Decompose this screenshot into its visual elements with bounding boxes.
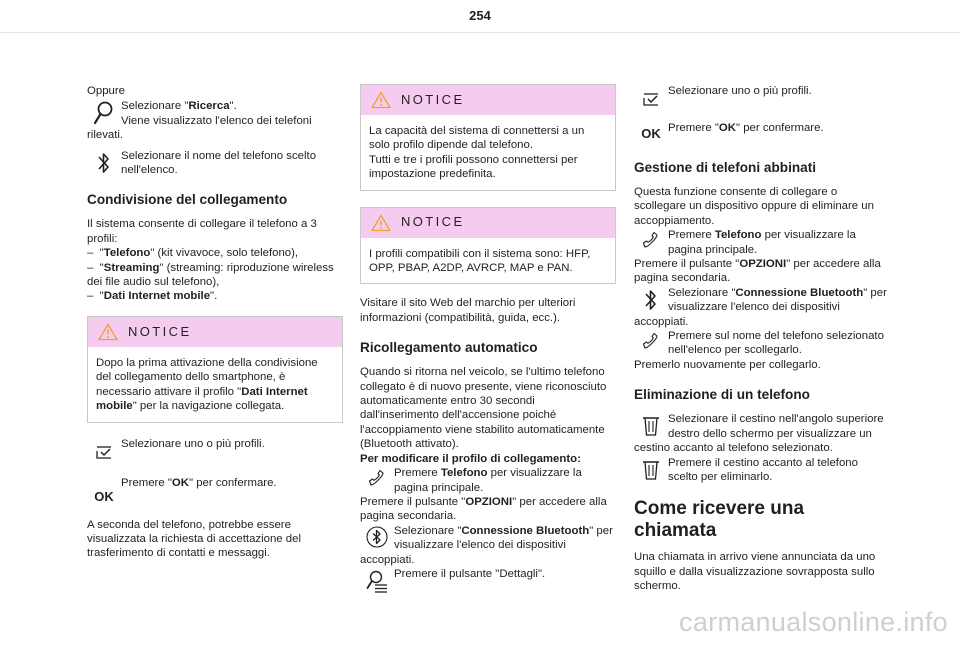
- manage-text: Questa funzione consente di collegare o scollegare un dispositivo oppure di eliminare un accoppiamento.: [634, 186, 874, 227]
- opzioni-text: Premere il pulsante "OPZIONI" per accedere alla pagina secondaria.: [634, 258, 881, 285]
- sharing-intro: Il sistema consente di collegare il telefono a 3 profili:: [87, 218, 317, 245]
- press-again-text: Premerlo nuovamente per collegarlo.: [634, 358, 821, 371]
- trash-1-text: Selezionare il cestino nell'angolo superiore destro dello schermo per visualizzare un cestino accanto al telefono selezionato.: [634, 413, 884, 455]
- website-text: Visitare il sito Web del marchio per ulteriori informazioni (compatibilità, guida, ecc.).: [360, 297, 576, 324]
- notice-title: NOTICE: [128, 323, 192, 339]
- phone-handset-icon: [360, 466, 394, 493]
- heading-sharing: Condivisione del collegamento: [87, 192, 288, 208]
- receive-text: Una chiamata in arrivo viene annunciata da uno squillo e dalla visualizzazione sovrapposta sullo schermo.: [634, 551, 876, 593]
- page-number: 254: [469, 8, 491, 23]
- column-3: [634, 84, 890, 604]
- heading-receive-call: Come ricevere una chiamata: [634, 498, 805, 542]
- telefono-text: Premere Telefono per visualizzare la pagina principale.: [394, 467, 582, 494]
- instruction-telefono: [634, 228, 890, 257]
- press-name-text: Premere sul nome del telefono selezionato nell'elenco per scollegarlo.: [668, 330, 884, 357]
- checklist-icon: [87, 437, 121, 464]
- details-list-icon: [360, 567, 394, 594]
- heading-manage: Gestione di telefoni abbinati: [634, 160, 817, 175]
- instruction-bluetooth: [634, 286, 890, 329]
- notice-title: NOTICE: [401, 91, 465, 107]
- select-profiles-text: Selezionare uno o più profili.: [668, 85, 812, 97]
- instruction-select-phone: [87, 149, 343, 178]
- press-ok-text: Premere "OK" per confermare.: [121, 476, 277, 489]
- ok-button-label: OK: [94, 488, 114, 504]
- warning-icon: [98, 323, 118, 341]
- checklist-icon: [634, 84, 668, 111]
- profile-item: – "Telefono" (kit vivavoce, solo telefono),: [87, 247, 299, 260]
- trash-2-text: Premere il cestino accanto al telefono scelto per eliminarlo.: [668, 456, 858, 483]
- modify-heading: Per modificare il profilo di collegamento:: [360, 452, 581, 465]
- column-1: [87, 84, 343, 571]
- notice-body: La capacità del sistema di connettersi a un solo profilo dipende dal telefono. Tutti e tre i profili possono connettersi per impostazione predefinita.: [369, 125, 585, 181]
- press-ok-text: Premere "OK" per confermare.: [668, 122, 824, 134]
- notice-body: I profili compatibili con il sistema sono: HFP, OPP, PBAP, A2DP, AVRCP, MAP e PAN.: [369, 247, 591, 275]
- notice-title: NOTICE: [401, 214, 465, 230]
- column-2: [360, 84, 616, 600]
- instruction-trash-2: [634, 456, 890, 485]
- bluetooth-icon: [634, 286, 668, 313]
- phone-handset-icon: [634, 329, 668, 356]
- select-phone-text: Selezionare il nome del telefono scelto nell'elenco.: [121, 149, 317, 177]
- notice-header: [361, 85, 615, 115]
- warning-icon: [371, 91, 391, 109]
- instruction-trash-1: [634, 412, 890, 455]
- notice-box: [360, 207, 616, 285]
- bluetooth-circle-icon: [360, 524, 394, 551]
- notice-box: [360, 84, 616, 191]
- profile-item: – "Streaming" (streaming: riproduzione wireless dei file audio sul telefono),: [87, 261, 334, 289]
- search-icon: [87, 99, 121, 126]
- phone-handset-icon: [634, 228, 668, 255]
- instruction-telefono: [360, 466, 616, 495]
- trash-icon: [634, 412, 668, 439]
- instruction-search: [87, 99, 343, 142]
- instruction-details: [360, 567, 616, 594]
- instruction-bluetooth: [360, 524, 616, 567]
- reconnect-text: Quando si ritorna nel veicolo, se l'ultimo telefono collegato è di nuovo presente, viene riconosciuto automaticamente entro 30 secondi dall'inserimento dell'accensione poiché l'accoppiamento viene stabilito automaticamente (Bluetooth attivato).: [360, 366, 607, 451]
- heading-reconnect: Ricollegamento automatico: [360, 340, 538, 356]
- instruction-press-name: [634, 329, 890, 358]
- instruction-select-profiles: [87, 437, 343, 464]
- trash-icon: [634, 456, 668, 483]
- bluetooth-icon: [87, 149, 121, 176]
- ok-button-label: OK: [641, 126, 661, 141]
- search-text: Selezionare "Ricerca". Viene visualizzato l'elenco dei telefoni rilevati.: [87, 100, 312, 142]
- oppure-text: Oppure: [87, 85, 125, 97]
- details-text: Premere il pulsante "Dettagli".: [394, 567, 546, 580]
- bluetooth-text: Selezionare "Connessione Bluetooth" per visualizzare l'elenco dei dispositivi accoppiati.: [634, 286, 887, 328]
- profile-item: – "Dati Internet mobile".: [87, 290, 218, 303]
- bluetooth-text: Selezionare "Connessione Bluetooth" per visualizzare l'elenco dei dispositivi accoppiati.: [360, 524, 613, 566]
- instruction-ok: [87, 476, 343, 508]
- closing-text: A seconda del telefono, potrebbe essere visualizzata la richiesta di accettazione del trasferimento di contatti e messaggi.: [87, 518, 302, 560]
- heading-delete: Eliminazione di un telefono: [634, 387, 810, 403]
- watermark: carmanualsonline.info: [679, 607, 948, 637]
- notice-box: [87, 316, 343, 423]
- warning-icon: [371, 214, 391, 232]
- notice-header: [361, 208, 615, 238]
- notice-header: [88, 317, 342, 347]
- opzioni-text: Premere il pulsante "OPZIONI" per accedere alla pagina secondaria.: [360, 495, 607, 523]
- notice-body: Dopo la prima attivazione della condivisione del collegamento dello smartphone, è necessario attivare il profilo "Dati Internet mobile" per la navigazione collegata.: [96, 356, 318, 413]
- telefono-text: Premere Telefono per visualizzare la pagina principale.: [668, 229, 856, 256]
- select-profiles-text: Selezionare uno o più profili.: [121, 437, 265, 450]
- instruction-ok: [634, 121, 890, 145]
- instruction-select-profiles: [634, 84, 890, 111]
- header-rule: [0, 32, 960, 33]
